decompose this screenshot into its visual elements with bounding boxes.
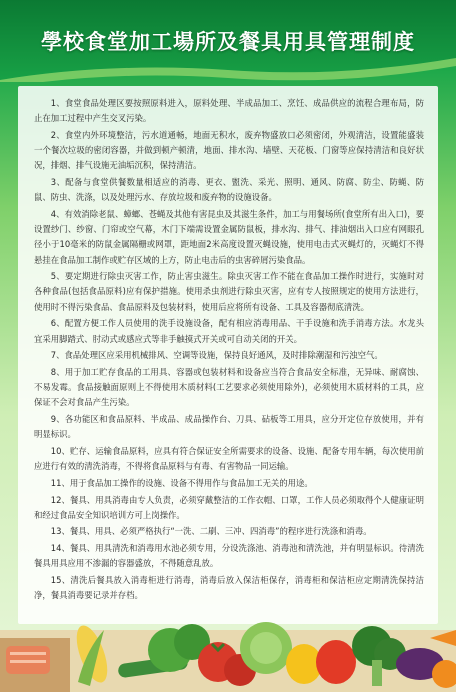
- rule-paragraph-6: 6、配置方便工作人员使用的洗手设施设备，配有相应消毒用品、干手设施和洗手消毒方法。水龙头宜采用脚踏式、肘动式或感应式等非手触摸式开关或可自动关闭的开关。: [34, 318, 424, 344]
- rule-paragraph-10: 10、贮存、运输食品原料，应具有符合保证安全所需要求的设备、设施、配备专用车辆，每次使用前应进行有效的清洗消毒，不得将食品原料与有毒、有害物品一同运输。: [34, 445, 424, 472]
- rules-body: [34, 96, 424, 605]
- rule-paragraph-12: 12、餐具、用具消毒由专人负责，必须穿戴整洁的工作衣帽、口罩，工作人员必须取得个人健康证明和经过食品安全知识培训方可上岗操作。: [34, 494, 424, 520]
- red-pepper-shape: [316, 640, 356, 684]
- rule-paragraph-1: 1、食堂食品处理区要按照原料进入，原料处理、半成品加工、烹饪、成品供应的流程合理布局，防止在加工过程中产生交叉污染。: [34, 98, 424, 124]
- rule-paragraph-8: 8、用于加工贮存食品的工用具、容器或包装材料和设备应当符合食品安全标准，无异味、耐腐蚀、不易发霉。食品接触面原则上不得使用木质材料(工艺要求必须使用除外)，必须使用木质材料的工具，应保证不会对食品产生污染。: [34, 366, 424, 408]
- rule-paragraph-7: 7、食品处理区应采用机械排风、空调等设施，保持良好通风，及时排除潮湿和污浊空气。: [50, 350, 383, 361]
- rule-paragraph-4: 4、有效消除老鼠、蟑螂、苍蝇及其他有害昆虫及其滋生条件，加工与用餐场所(食堂所有出入口)，要设置纱门、纱窗、门帘或空气幕，木门下端需设置金属防鼠板，排水沟、排气、排油烟出入口应有网眼孔径小于10毫米的防鼠金属隔栅或网罩，距地面2米高度设置灭蝇设施，使用电击式灭蝇灯的，灭蝇灯不得悬挂在食品加工制作或贮存区域的上方，防止电击后的虫害碎屑污染食品。: [34, 208, 424, 265]
- rule-paragraph-9: 9、各功能区和食品原料、半成品、成品操作台、刀具、砧板等工用具，应分开定位存放使用，并有明显标识。: [34, 414, 424, 440]
- title-band: [0, 0, 456, 82]
- rule-paragraph-3: 3、配备与食堂供餐数量相适应的消毒、更衣、盥洗、采光、照明、通风、防腐、防尘、防蝇、防鼠、防虫、洗涤，以及处理污水、存放垃圾和废弃物的设施设备。: [34, 177, 424, 203]
- rule-paragraph-2: 2、食堂内外环境整洁，污水道通畅，地面无积水，废弃物盛放口必须密闭，外观清洁，设置能盛装一个餐次垃圾的密闭容器，并做到顿产顿清，地面、排水沟、墙壁、天花板、门窗等应保持清洁和良好状况，排烟、排气设施无油垢沉积，保持清洁。: [34, 129, 424, 171]
- rule-paragraph-15: 15、清洗后餐具放入消毒柜进行消毒，消毒后放入保洁柜保存，消毒柜和保洁柜应定期清洗保持洁净，餐具消毒要记录并存档。: [34, 575, 424, 601]
- rule-paragraph-11: 11、用于食品加工操作的设施、设备不得用作与食品加工无关的用途。: [50, 477, 313, 488]
- page-title: 學校食堂加工場所及餐具用具管理制度: [41, 30, 415, 54]
- rule-paragraph-5: 5、要定期进行除虫灭害工作，防止害虫滋生。除虫灭害工作不能在食品加工操作时进行，实施时对各种食品(包括食品原料)应有保护措施。使用杀虫剂进行除虫灭害，应有专人按照规定的使用方法进行，使用时不得污染食品、食品原料及包装材料，使用后应将所有设备、工具及容器彻底清洗。: [34, 271, 424, 312]
- rule-paragraph-13: 13、餐具、用具、必须严格执行“一洗、二刷、三冲、四消毒”的程序进行洗涤和消毒。: [50, 526, 372, 537]
- vegetables-art: [0, 590, 456, 692]
- vegetables-illustration: [0, 590, 456, 692]
- rule-paragraph-14: 14、餐具、用具清洗和消毒用水池必须专用，分设洗涤池、消毒池和清洗池，并有明显标识。待清洗餐具用具应用不渗漏的容器盛放，不得随意乱放。: [34, 543, 424, 569]
